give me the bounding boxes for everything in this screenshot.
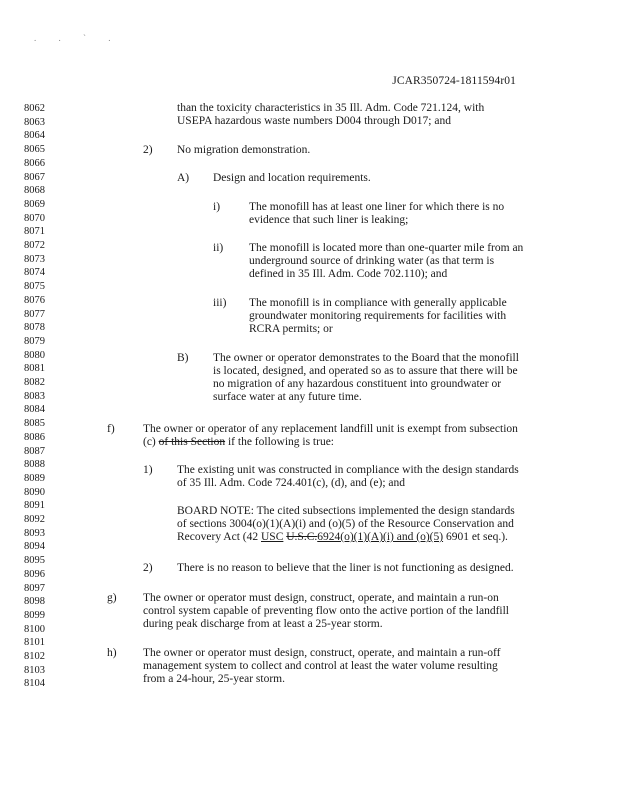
underlined-usc: USC	[261, 531, 284, 543]
line-number: 8072	[24, 240, 45, 251]
line-number: 8083	[24, 390, 45, 402]
text-line-8103: from a 24-hour, 25-year storm.	[143, 673, 285, 685]
line-number: 8066	[24, 157, 45, 169]
line-number: 8101	[24, 637, 45, 649]
line-number: 8063	[24, 116, 45, 128]
text-line-8070: evidence that such liner is leaking;	[249, 214, 409, 226]
line-number: 8085	[24, 418, 45, 430]
text-line-8081: is located, designed, and operated so as to assure that there will be	[213, 365, 518, 377]
text-line-8078: RCRA permits; or	[249, 323, 333, 335]
line-number: 8069	[24, 198, 45, 210]
text-line-8088: The existing unit was constructed in compliance with the design standards	[177, 464, 519, 476]
text-line-8099: during peak discharge from at least a 25-year storm.	[143, 618, 383, 630]
line-number: 8093	[24, 527, 45, 539]
line-number: 8088	[24, 459, 45, 471]
line-number: 8098	[24, 596, 45, 608]
item-marker-iii: iii)	[213, 297, 227, 309]
text-line-8069: The monofill has at least one liner for which there is no	[249, 201, 505, 213]
document-id-header: JCAR350724-1811594r01	[392, 75, 516, 87]
line-number: 8087	[24, 445, 45, 457]
text-line-8092: of sections 3004(o)(1)(A)(i) and (o)(5) of the Resource Conservation and	[177, 518, 514, 530]
scan-specks: . . ` .	[34, 33, 121, 43]
text-8093-end: 6901 et seq.).	[445, 531, 508, 543]
item-marker-A: A)	[177, 172, 190, 184]
text-line-8077: groundwater monitoring requirements for facilities with	[249, 310, 507, 322]
line-number: 8099	[24, 609, 45, 621]
line-number: 8070	[24, 212, 45, 224]
item-marker-g: g)	[107, 592, 117, 604]
text-line-8098: control system capable of preventing flow onto the active portion of the landfill	[143, 605, 509, 617]
text-8086-end: if the following is true:	[227, 436, 335, 448]
line-number: 8077	[24, 308, 45, 320]
text-line-8086	[143, 436, 334, 449]
text-line-8102: management system to collect and control at least the water volume resulting	[143, 660, 498, 672]
line-number: 8073	[24, 253, 45, 265]
line-number: 8080	[24, 349, 45, 361]
line-number: 8102	[24, 651, 45, 662]
text-line-8083: surface water at any future time.	[213, 391, 362, 403]
line-number: 8064	[24, 130, 45, 142]
item-marker-2b: 2)	[143, 562, 153, 574]
line-number: 8068	[24, 185, 45, 197]
item-marker-ii: ii)	[213, 242, 224, 254]
line-number: 8089	[24, 472, 45, 484]
text-line-8097: The owner or operator must design, construct, operate, and maintain a run-on	[143, 592, 499, 604]
text-line-8095: There is no reason to believe that the liner is not functioning as designed.	[177, 562, 514, 574]
text-line-8074: defined in 35 Ill. Adm. Code 702.110); and	[249, 268, 448, 280]
item-marker-1: 1)	[143, 464, 153, 476]
line-number: 8067	[24, 171, 45, 183]
text-line-8073: underground source of drinking water (as that term is	[249, 255, 495, 267]
line-number: 8062	[24, 103, 45, 114]
struck-usc: U.S.C.	[286, 531, 318, 543]
line-number: 8091	[24, 500, 45, 512]
line-number: 8081	[24, 363, 45, 375]
line-number: 8094	[24, 541, 45, 553]
line-number: 8096	[24, 568, 45, 580]
text-line-8067: Design and location requirements.	[213, 172, 371, 184]
line-number: 8095	[24, 555, 45, 567]
text-line-8062: than the toxicity characteristics in 35 Ill. Adm. Code 721.124, with	[177, 102, 485, 114]
text-line-8085: The owner or operator of any replacement landfill unit is exempt from subsection	[143, 423, 518, 435]
item-marker-f: f)	[107, 423, 115, 435]
text-line-8093	[177, 531, 508, 544]
line-number: 8084	[24, 404, 45, 416]
text-line-8082: no migration of any hazardous constituent into groundwater or	[213, 378, 502, 390]
underlined-section-ref: 6924(o)(1)(A)(i) and (o)(5)	[317, 531, 444, 543]
item-marker-B: B)	[177, 352, 189, 364]
line-number: 8075	[24, 281, 45, 293]
line-number: 8100	[24, 623, 45, 635]
text-line-8080: The owner or operator demonstrates to the Board that the monofill	[213, 352, 519, 364]
text-line-8065: No migration demonstration.	[177, 144, 311, 156]
line-number: 8078	[24, 322, 45, 334]
line-number: 8071	[24, 226, 45, 238]
item-marker-h: h)	[107, 647, 117, 659]
line-number: 8076	[24, 294, 45, 306]
text-8086-start: (c)	[143, 436, 156, 448]
line-number: 8082	[24, 377, 45, 388]
text-line-8101: The owner or operator must design, construct, operate, and maintain a run-off	[143, 647, 501, 659]
line-number: 8092	[24, 514, 45, 525]
line-number: 8074	[24, 267, 45, 279]
line-number: 8097	[24, 582, 45, 594]
line-number: 8079	[24, 335, 45, 347]
struck-text-8086: of this Section	[158, 436, 226, 448]
board-note-line-8091: BOARD NOTE: The cited subsections implemented the design standards	[177, 505, 515, 517]
text-line-8063: USEPA hazardous waste numbers D004 through D017; and	[177, 115, 451, 127]
text-8093-start: Recovery Act (42	[177, 531, 259, 543]
text-line-8072: The monofill is located more than one-quarter mile from an	[249, 242, 524, 254]
line-number: 8086	[24, 431, 45, 443]
item-marker-i: i)	[213, 201, 221, 213]
text-line-8076: The monofill is in compliance with generally applicable	[249, 297, 507, 309]
line-number: 8090	[24, 486, 45, 498]
line-number: 8104	[24, 678, 45, 690]
text-line-8089: of 35 Ill. Adm. Code 724.401(c), (d), and (e); and	[177, 477, 406, 489]
line-number: 8065	[24, 144, 45, 156]
item-marker-2: 2)	[143, 144, 153, 156]
line-number: 8103	[24, 664, 45, 676]
